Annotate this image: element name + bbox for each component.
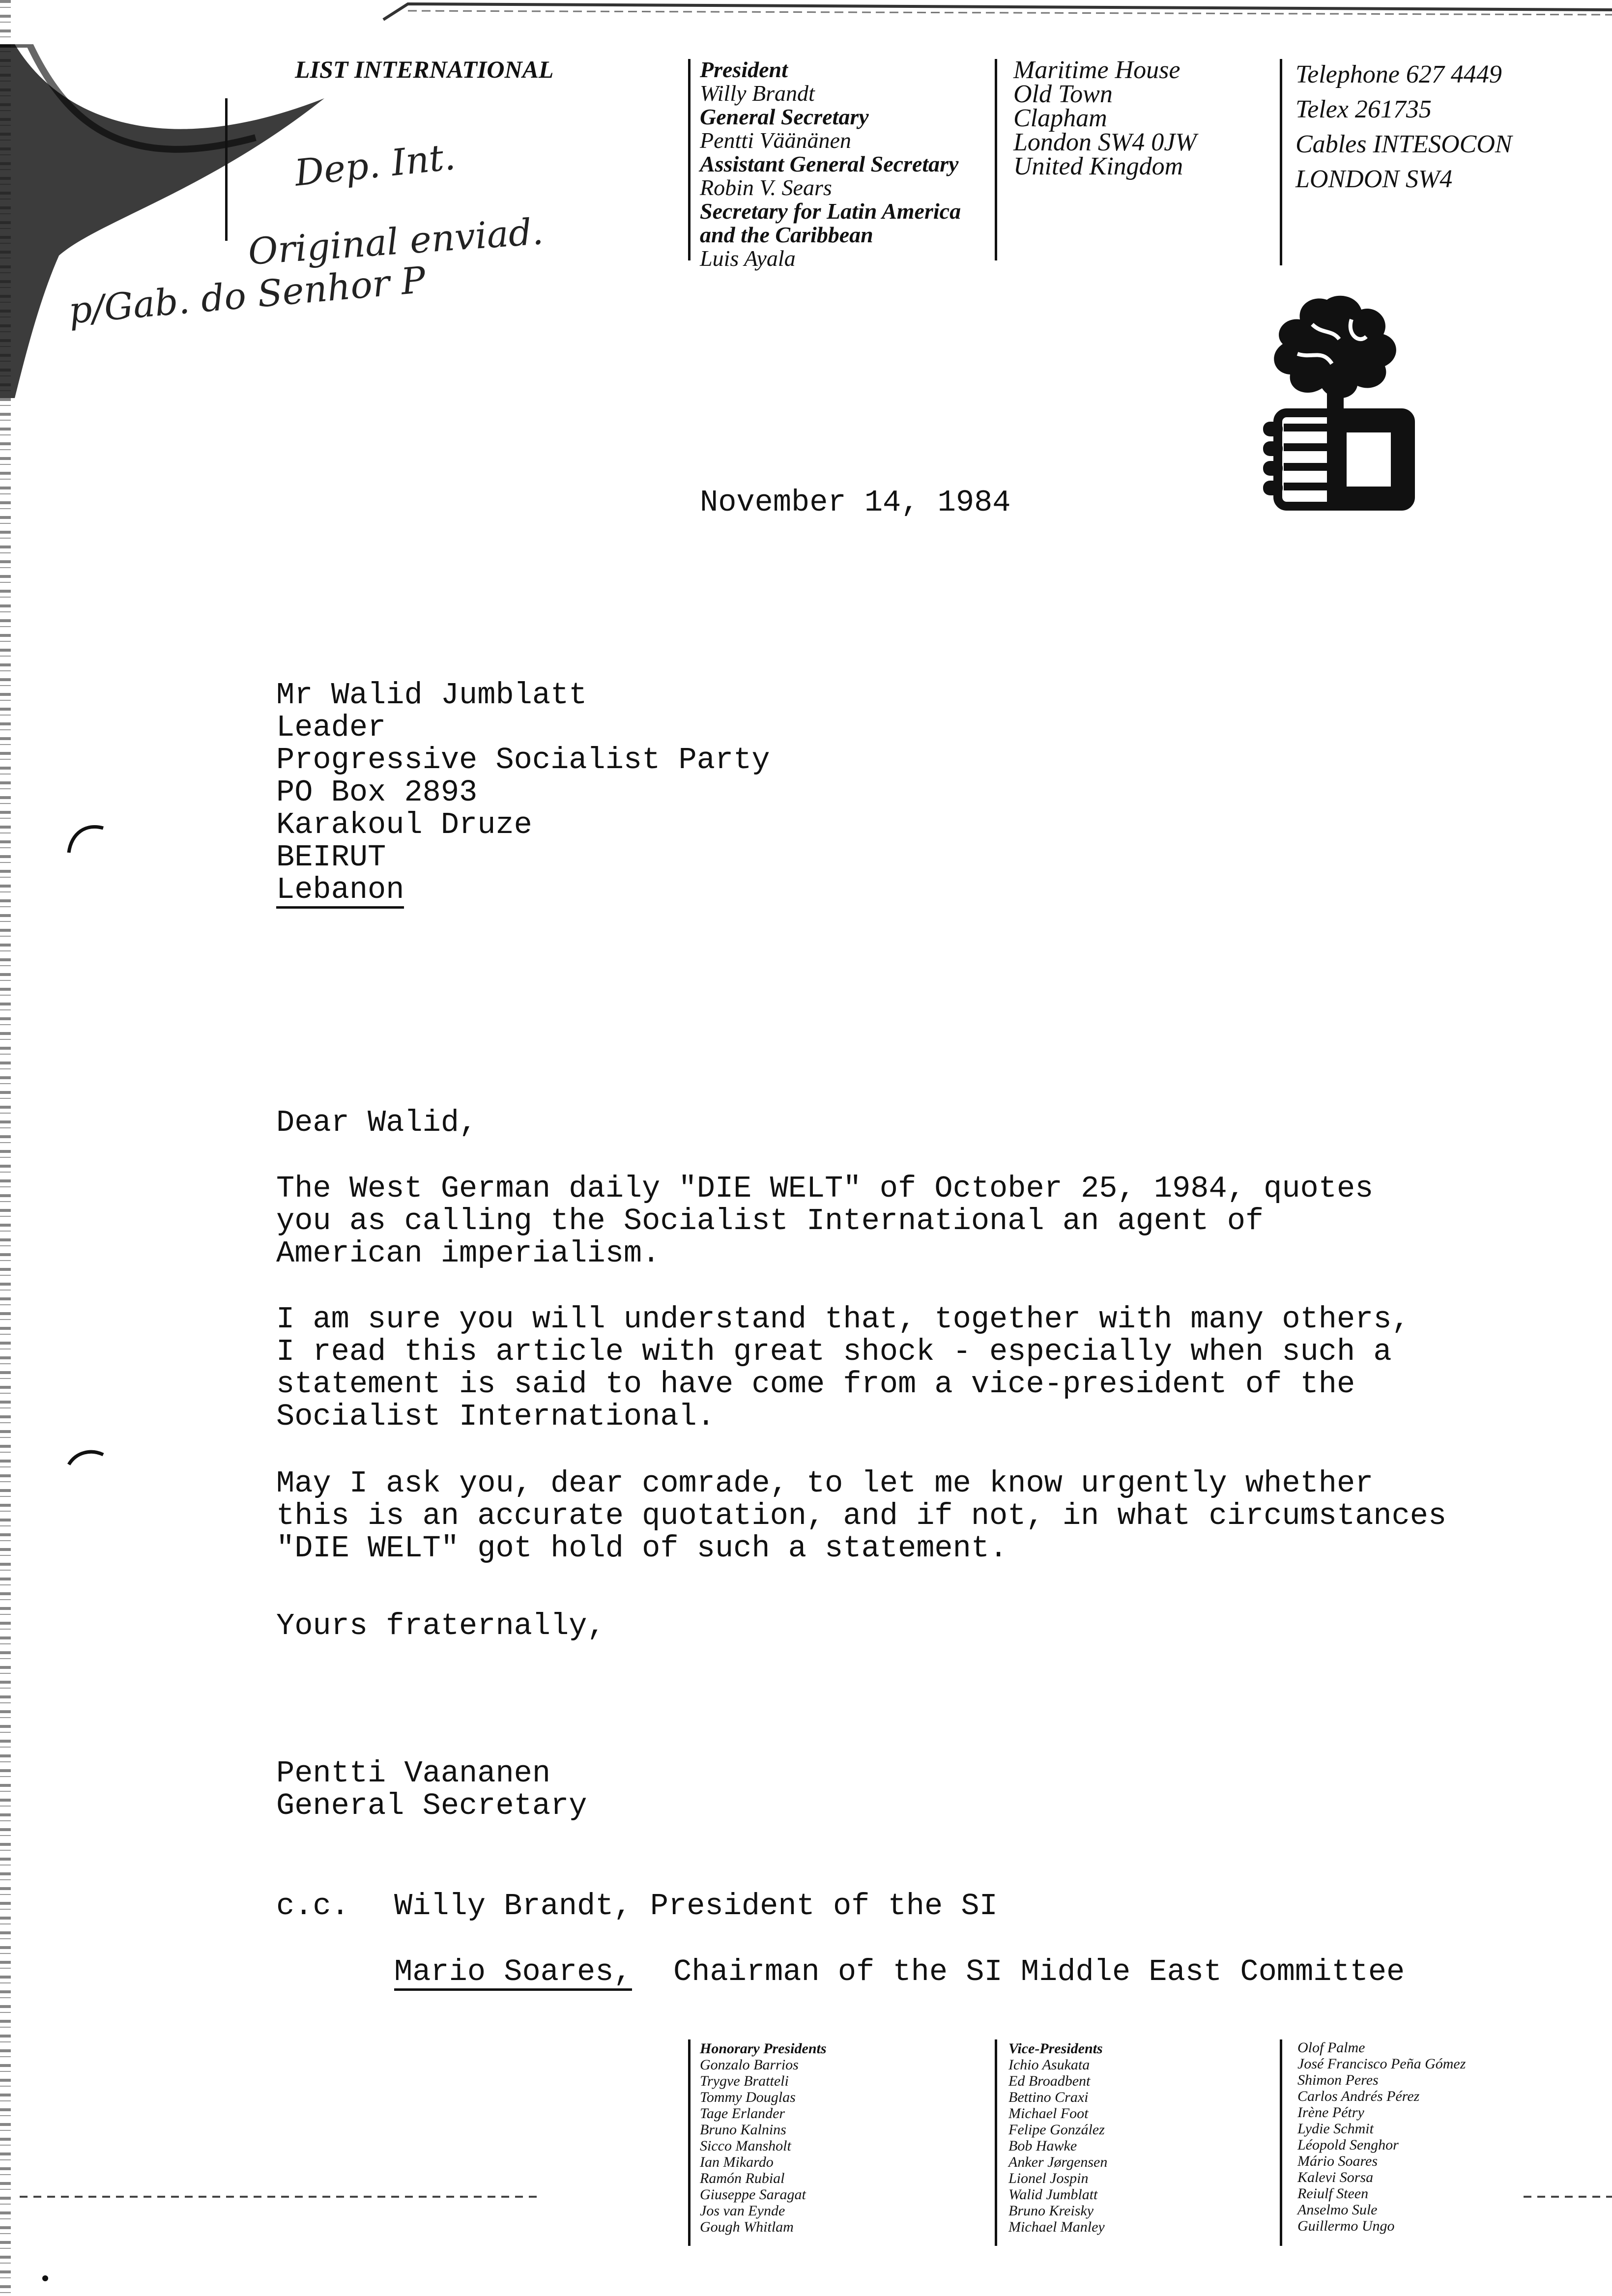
address-line: London SW4 0JW	[1013, 128, 1197, 156]
contact-line: Cables INTESOCON	[1295, 130, 1512, 158]
officer-role: Assistant General Secretary	[700, 151, 959, 176]
footer-name: Shimon Peres	[1297, 2072, 1379, 2088]
cc-label: c.c.	[276, 1889, 349, 1923]
contact-line: LONDON SW4	[1295, 165, 1453, 193]
address-line: United Kingdom	[1013, 152, 1183, 180]
footer-name: Michael Manley	[1008, 2219, 1105, 2235]
paragraph-line: I read this article with great shock - especially when such a	[276, 1334, 1392, 1369]
paragraph-line: I am sure you will understand that, together with many others,	[276, 1302, 1410, 1337]
paragraph-line: you as calling the Socialist International an agent of	[276, 1204, 1264, 1238]
footer-name: Lydie Schmit	[1297, 2121, 1374, 2137]
signatory-name: Pentti Vaananen	[276, 1756, 551, 1791]
footer-name: Carlos Andrés Pérez	[1297, 2088, 1420, 2104]
cc-line: Chairman of the SI Middle East Committee	[673, 1954, 1405, 1989]
fist-and-rose-logo	[1253, 290, 1430, 516]
letter-date: November 14, 1984	[700, 485, 1011, 520]
footer-name: Felipe González	[1008, 2122, 1105, 2138]
scan-corner-smudge	[0, 44, 344, 398]
recipient-line: Lebanon	[276, 874, 404, 909]
paragraph-line: Socialist International.	[276, 1399, 715, 1434]
officers-block	[700, 58, 961, 270]
address-line: Old Town	[1013, 80, 1113, 108]
officer-name: Luis Ayala	[700, 246, 796, 271]
cc-name: Mario Soares,	[394, 1956, 632, 1991]
paragraph-line: this is an accurate quotation, and if not, in what circumstances	[276, 1498, 1447, 1533]
punch-mark	[64, 818, 108, 858]
address-block	[1013, 58, 1197, 178]
footer-name: José Francisco Peña Gómez	[1297, 2056, 1466, 2072]
footer-name: Tommy Douglas	[700, 2089, 796, 2105]
header-rule-2	[995, 59, 997, 260]
paragraph-line: American imperialism.	[276, 1236, 661, 1271]
footer-name: Ed Broadbent	[1008, 2073, 1091, 2089]
handwritten-note: p/Gab. do Senhor P	[67, 258, 428, 332]
officer-name: Pentti Väänänen	[700, 128, 851, 153]
footer-name: Kalevi Sorsa	[1297, 2169, 1374, 2185]
signature-block	[276, 1757, 587, 1822]
address-line: Maritime House	[1013, 56, 1180, 84]
officer-role: Secretary for Latin America	[700, 199, 961, 224]
handwritten-note: Original enviad.	[247, 210, 545, 273]
footer-name: Bruno Kreisky	[1008, 2203, 1094, 2219]
footer-name: Anselmo Sule	[1297, 2202, 1378, 2218]
footer-name: Guillermo Ungo	[1297, 2218, 1395, 2234]
contact-line: Telephone 627 4449	[1295, 60, 1502, 88]
handwritten-note: Dep. Int.	[292, 135, 458, 195]
footer-name: Michael Foot	[1008, 2105, 1089, 2122]
recipient-address	[276, 679, 770, 909]
footer-name: Bettino Craxi	[1008, 2089, 1089, 2105]
scan-top-edge	[0, 0, 1612, 29]
address-line: Clapham	[1013, 104, 1107, 132]
punch-mark	[64, 1435, 108, 1474]
footer-heading: Vice-Presidents	[1008, 2040, 1103, 2057]
footer-name: Léopold Senghor	[1297, 2137, 1399, 2153]
paragraph-line: May I ask you, dear comrade, to let me know urgently whether	[276, 1466, 1374, 1501]
salutation: Dear Walid,	[276, 1105, 478, 1140]
recipient-line: BEIRUT	[276, 840, 386, 875]
organisation-name: LIST INTERNATIONAL	[295, 56, 554, 83]
paragraph-line: "DIE WELT" got hold of such a statement.	[276, 1531, 1008, 1566]
footer-name: Bruno Kalnins	[700, 2122, 786, 2138]
body-paragraph	[276, 1173, 1373, 1270]
footer-name: Sicco Mansholt	[700, 2138, 791, 2154]
footer-name: Gough Whitlam	[700, 2219, 794, 2235]
officer-role: President	[700, 57, 788, 82]
footer-heading: Honorary Presidents	[700, 2040, 827, 2057]
header-rule-3	[1280, 59, 1282, 265]
body-paragraph	[276, 1467, 1446, 1565]
footer-name: Tage Erlander	[700, 2105, 785, 2122]
footer-name: Trygve Bratteli	[700, 2073, 789, 2089]
recipient-line: Progressive Socialist Party	[276, 743, 770, 777]
footer-name: Anker Jørgensen	[1008, 2154, 1108, 2170]
footer-name: Gonzalo Barrios	[700, 2057, 799, 2073]
contact-block	[1295, 57, 1512, 197]
closing: Yours fraternally,	[276, 1608, 605, 1643]
footer-name: Ichio Asukata	[1008, 2057, 1090, 2073]
scan-bottom-edge	[0, 2182, 1612, 2296]
contact-line: Telex 261735	[1295, 95, 1432, 123]
footer-name: Walid Jumblatt	[1008, 2186, 1098, 2203]
signatory-title: General Secretary	[276, 1788, 587, 1823]
cc-line: Willy Brandt, President of the SI	[394, 1889, 998, 1923]
recipient-line: Karakoul Druze	[276, 807, 532, 842]
footer-name: Bob Hawke	[1008, 2138, 1077, 2154]
footer-name: Olof Palme	[1297, 2039, 1365, 2056]
paragraph-line: The West German daily "DIE WELT" of October 25, 1984, quotes	[276, 1171, 1374, 1206]
paragraph-line: statement is said to have come from a vice-president of the	[276, 1367, 1355, 1402]
officer-name: Robin V. Sears	[700, 175, 832, 200]
footer-name: Giuseppe Saragat	[700, 2186, 806, 2203]
header-rule-1	[688, 59, 691, 260]
footer-name: Jos van Eynde	[700, 2203, 785, 2219]
recipient-line: PO Box 2893	[276, 775, 478, 810]
footer-name: Irène Pétry	[1297, 2104, 1364, 2121]
recipient-line: Mr Walid Jumblatt	[276, 678, 587, 713]
footer-name: Mário Soares	[1297, 2153, 1378, 2169]
footer-name: Ramón Rubial	[700, 2170, 785, 2186]
officer-role: and the Caribbean	[700, 222, 873, 247]
officer-name: Willy Brandt	[700, 81, 815, 106]
footer-name: Lionel Jospin	[1008, 2170, 1089, 2186]
body-paragraph	[276, 1303, 1410, 1433]
recipient-line: Leader	[276, 710, 386, 745]
header-rule-left	[225, 98, 228, 241]
officer-role: General Secretary	[700, 104, 869, 129]
footer-name: Ian Mikardo	[700, 2154, 774, 2170]
footer-name: Reiulf Steen	[1297, 2185, 1369, 2202]
